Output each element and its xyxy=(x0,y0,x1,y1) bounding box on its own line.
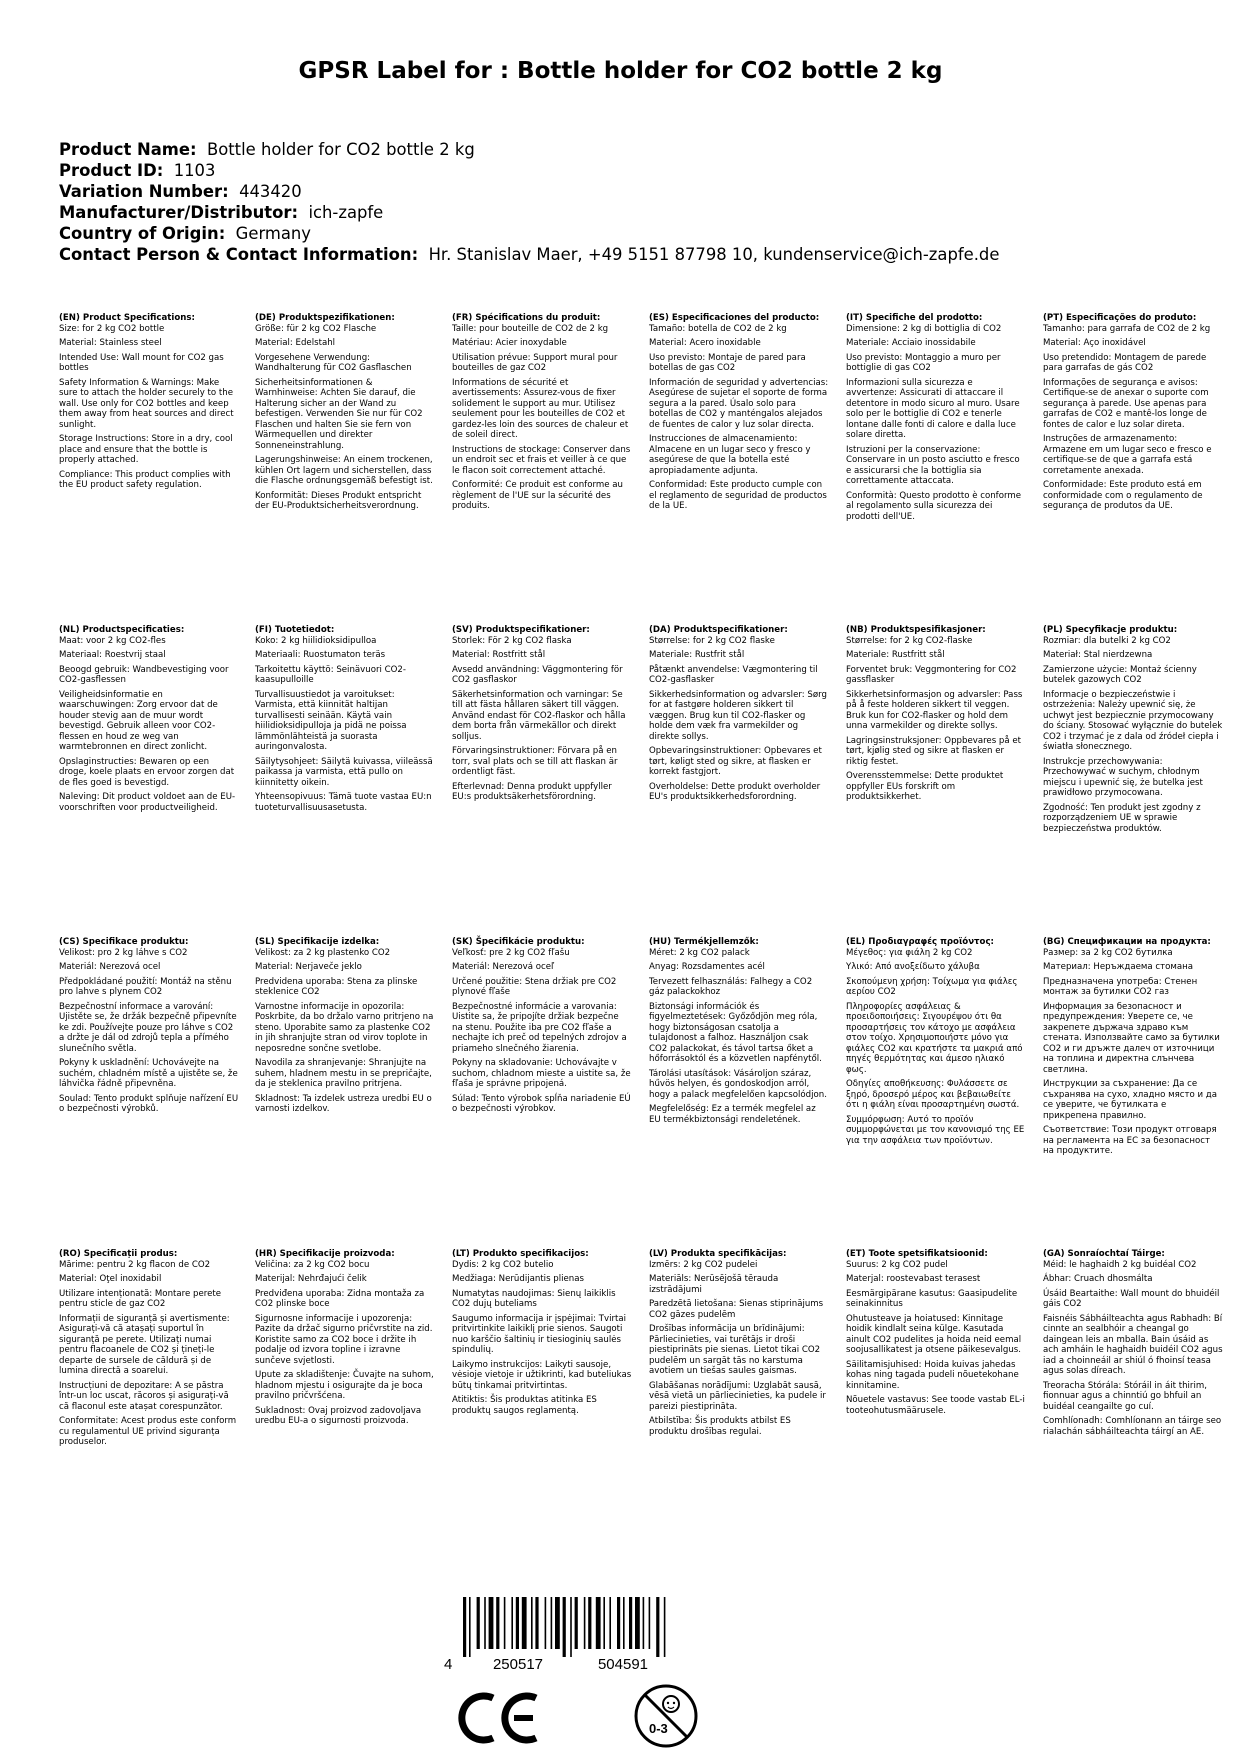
barcode-bar xyxy=(516,1597,519,1649)
spec-paragraph: Conformità: Questo prodotto è conforme al regolamento sulla sicurezza dei prodotti dell'UE. xyxy=(846,490,1021,522)
spec-heading: (ET) Toote spetsifikatsioonid: xyxy=(846,1249,988,1259)
spec-section xyxy=(452,1249,632,1420)
spec-paragraph: Naleving: Dit product voldoet aan de EU-voorschriften voor productveiligheid. xyxy=(59,792,236,813)
spec-paragraph: Πληροφορίες ασφάλειας & προειδοποιήσεις: Σιγουρέψου ότι θα προσαρτήσεις τον κάτοχο με ασφάλεια στον τοίχο. Χρησιμοποιήστε μόνο για φιάλες CO2 και κρατήστε τα μακριά από πηγές θερμότητας και άμεσο ηλιακό φως. xyxy=(846,1001,1023,1075)
spec-section xyxy=(649,1249,829,1441)
barcode-bar xyxy=(649,1597,651,1649)
spec-paragraph: Uso previsto: Montaggio a muro per bottiglie di gas CO2 xyxy=(846,352,1001,373)
spec-paragraph: Lagringsinstruksjoner: Oppbevares på et tørt, kjølig sted og sikre at flasken er riktig festet. xyxy=(846,735,1022,767)
spec-paragraph: Beoogd gebruik: Wandbevestiging voor CO2-gasflessen xyxy=(59,664,229,685)
spec-paragraph: Uso pretendido: Montagem de parede para garrafas de gás CO2 xyxy=(1043,352,1207,373)
spec-paragraph: Rozmiar: dla butelki 2 kg CO2 xyxy=(1043,635,1171,646)
spec-paragraph: Suurus: 2 kg CO2 pudel xyxy=(846,1259,948,1270)
spec-paragraph: Предназначена употреба: Стенен монтаж за бутилки CO2 газ xyxy=(1043,976,1198,997)
spec-paragraph: Forventet bruk: Veggmontering for CO2 gassflasker xyxy=(846,664,1017,685)
info-row-contact xyxy=(59,244,1209,265)
spec-heading: (HR) Specifikacije proizvoda: xyxy=(255,1249,395,1259)
spec-paragraph: Pokyny k uskladnění: Uchovávejte na suchém, chladném místě a ujistěte se, že láhvička řádně připevněna. xyxy=(59,1058,238,1089)
barcode-bar xyxy=(463,1597,466,1657)
spec-paragraph: Materijal: Nehrđajući čelik xyxy=(255,1274,367,1284)
info-label: Product ID: xyxy=(59,161,164,180)
spec-paragraph: Instructions de stockage: Conserver dans un endroit sec et frais et veiller à ce que le flacon soit correctement attaché. xyxy=(452,444,631,476)
spec-paragraph: Utilisation prévue: Support mural pour bouteilles de gaz CO2 xyxy=(452,352,618,373)
spec-paragraph: Zgodność: Ten produkt jest zgodny z rozporządzeniem UE w sprawie bezpieczeństwa produktów. xyxy=(1043,802,1201,834)
spec-paragraph: Saugumo informacija ir įspėjimai: Tvirtai pritvirtinkite laikiklį prie sienos. Saugoti nuo karščio šaltinių ir tiesioginių saulės spindulių. xyxy=(452,1313,627,1355)
spec-paragraph: Conformidad: Este producto cumple con el reglamento de seguridad de productos de la UE. xyxy=(649,480,827,511)
spec-paragraph: Instrukcje przechowywania: Przechowywać w suchym, chłodnym miejscu i upewnić się, że butelka jest prawidłowo przymocowana. xyxy=(1043,756,1203,798)
spec-heading: (GA) Sonraíochtaí Táirge: xyxy=(1043,1249,1165,1259)
barcode-bar xyxy=(643,1597,645,1649)
info-value: 443420 xyxy=(239,182,302,201)
spec-paragraph: Predvidena uporaba: Stena za plinske steklenice CO2 xyxy=(255,976,418,997)
spec-paragraph: Material: Stainless steel xyxy=(59,338,162,348)
info-value: Germany xyxy=(235,224,312,243)
spec-paragraph: Sikkerhedsinformation og advarsler: Sørg for at fastgøre holderen sikkert til væggen. Brug kun til CO2-flasker og holde dem væk fra varmekilder og direkte sollys. xyxy=(649,689,827,742)
spec-paragraph: Overensstemmelse: Dette produktet oppfyller EUs forskrift om produktsikkerhet. xyxy=(846,771,1004,802)
spec-section xyxy=(649,625,829,807)
barcode-bar xyxy=(563,1597,566,1657)
barcode-digits-right: 504591 xyxy=(597,1656,649,1673)
spec-heading: (ES) Especificaciones del producto: xyxy=(649,313,820,323)
spec-paragraph: Opslaginstructies: Bewaren op een droge, koele plaats en ervoor zorgen dat de fles goed is bevestigd. xyxy=(59,756,235,788)
barcode-bar xyxy=(469,1597,471,1657)
info-value: Bottle holder for CO2 bottle 2 kg xyxy=(206,140,475,159)
spec-paragraph: Izmērs: 2 kg CO2 pudelei xyxy=(649,1259,758,1270)
spec-paragraph: Conformidade: Este produto está em conformidade com o regulamento de segurança de produtos da UE. xyxy=(1043,480,1203,511)
spec-paragraph: Soulad: Tento produkt splňuje nařízení EU o bezpečnosti výrobků. xyxy=(59,1093,239,1114)
spec-paragraph: Storlek: För 2 kg CO2 flaska xyxy=(452,635,572,646)
barcode-bar xyxy=(477,1597,480,1649)
spec-section xyxy=(1043,1249,1223,1441)
barcode-bar xyxy=(489,1597,494,1649)
barcode-bar xyxy=(575,1597,578,1649)
spec-paragraph: Veiligheidsinformatie en waarschuwingen: Zorg ervoor dat de houder stevig aan de muur wordt bevestigd. Gebruik alleen voor CO2-flessen en houd ze weg van warmtebronnen en direct zonlicht. xyxy=(59,689,218,752)
spec-paragraph: Инструкции за съхранение: Да се съхранява на сухо, хладно място и да се уверите, че бутилката е прикрепена правилно. xyxy=(1043,1079,1217,1121)
spec-paragraph: Sigurnosne informacije i upozorenja: Pazite da držač sigurno pričvrstite na zid. Koristite samo za CO2 boce i držite ih podalje od izvora topline i izravne sunčeve svjetlosti. xyxy=(255,1313,433,1366)
spec-paragraph: Sukladnost: Ovaj proizvod zadovoljava uredbu EU-a o sigurnosti proizvoda. xyxy=(255,1405,422,1426)
spec-heading: (SV) Produktspecifikationer: xyxy=(452,625,590,635)
spec-paragraph: Οδηγίες αποθήκευσης: Φυλάσσετε σε ξηρό, δροσερό μέρος και βεβαιωθείτε ότι η φιάλη είναι προσαρτημένη σωστά. xyxy=(846,1079,1020,1110)
spec-paragraph: Conformitate: Acest produs este conform cu regulamentul UE privind siguranța produselor. xyxy=(59,1416,237,1447)
spec-paragraph: Material: Rostfritt stål xyxy=(452,650,546,660)
spec-heading: (SL) Specifikacije izdelka: xyxy=(255,937,380,947)
spec-paragraph: Drošības informācija un brīdinājumi: Pārliecinieties, vai turētājs ir droši piestiprināts pie sienas. Lietot tikai CO2 pudelēm un sargāt tās no karstuma avotiem un tiešas saules gaismas. xyxy=(649,1324,821,1376)
barcode-bar xyxy=(535,1597,538,1649)
spec-paragraph: Materiale: Rustfrit stål xyxy=(649,650,745,660)
spec-paragraph: Size: for 2 kg CO2 bottle xyxy=(59,323,165,334)
spec-paragraph: Materiaali: Ruostumaton teräs xyxy=(255,650,386,660)
info-value: ich-zapfe xyxy=(308,203,384,222)
spec-paragraph: Predviđena uporaba: Zidna montaža za CO2 plinske boce xyxy=(255,1288,425,1309)
barcode-bar xyxy=(596,1597,601,1649)
spec-paragraph: Instrucțiuni de depozitare: A se păstra într-un loc uscat, răcoros și asigurați-vă că flaconul este atașat corespunzător. xyxy=(59,1380,229,1412)
spec-section xyxy=(255,313,435,516)
spec-heading: (IT) Specifiche del prodotto: xyxy=(846,313,983,323)
spec-heading: (LT) Produkto specifikacijos: xyxy=(452,1249,589,1259)
spec-paragraph: Atitiktis: Šis produktas atitinka ES produktų saugos reglamentą. xyxy=(452,1395,597,1416)
info-value: Hr. Stanislav Maer, +49 5151 87798 10, kundenservice@ich-zapfe.de xyxy=(428,245,1000,264)
spec-heading: (BG) Спецификации на продукта: xyxy=(1043,937,1211,947)
spec-paragraph: Συμμόρφωση: Αυτό το προϊόν συμμορφώνεται με τον κανονισμό της ΕΕ για την ασφάλεια των προϊόντων. xyxy=(846,1114,1025,1146)
info-label: Product Name: xyxy=(59,140,197,159)
spec-paragraph: Ohutusteave ja hoiatused: Kinnitage hoidik kindlalt seina külge. Kasutada ainult CO2 pudelites ja hoida neid eemal soojusallikatest ja otsene päikesevalgus. xyxy=(846,1313,1022,1355)
spec-paragraph: Treoracha Stórála: Stóráil in áit thirim, fionnuar agus a chinntiú go bhfuil an buidéal ceangailte go cuí. xyxy=(1043,1380,1207,1412)
barcode-bar xyxy=(545,1597,547,1649)
spec-paragraph: Intended Use: Wall mount for CO2 gas bottles xyxy=(59,352,224,373)
spec-paragraph: Material: Acero inoxidable xyxy=(649,338,761,348)
spec-paragraph: Méret: 2 kg CO2 palack xyxy=(649,947,750,958)
barcode-bar xyxy=(656,1597,659,1657)
spec-paragraph: Σκοπούμενη χρήση: Τοίχωμα για φιάλες αερίου CO2 xyxy=(846,976,1018,997)
spec-paragraph: Instrucciones de almacenamiento: Almacene en un lugar seco y fresco y asegúrese de que la botella esté apropiadamente adjunta. xyxy=(649,434,811,476)
spec-paragraph: Velikost: za 2 kg plastenko CO2 xyxy=(255,947,391,958)
spec-paragraph: Materiale: Rustfritt stål xyxy=(846,650,945,660)
spec-paragraph: Tamaño: botella de CO2 de 2 kg xyxy=(649,323,787,334)
info-label: Manufacturer/Distributor: xyxy=(59,203,299,222)
spec-paragraph: Tamanho: para garrafa de CO2 de 2 kg xyxy=(1043,323,1211,334)
spec-paragraph: Matériau: Acier inoxydable xyxy=(452,338,567,348)
spec-paragraph: Säilytysohjeet: Säilytä kuivassa, viileässä paikassa ja varmista, että pullo on kiinnitetty oikein. xyxy=(255,756,433,788)
info-label: Contact Person & Contact Information: xyxy=(59,245,419,264)
product-info xyxy=(59,139,1209,265)
spec-paragraph: Súlad: Tento výrobok spĺňa nariadenie EÚ o bezpečnosti výrobkov. xyxy=(452,1093,631,1114)
spec-heading: (NB) Produktspesifikasjoner: xyxy=(846,625,986,635)
barcode-bar xyxy=(511,1597,513,1649)
spec-paragraph: Tarkoitettu käyttö: Seinävuori CO2-kaasupulloille xyxy=(255,664,406,685)
spec-heading: (LV) Produkta specifikācijas: xyxy=(649,1249,787,1259)
spec-section xyxy=(255,625,435,817)
barcode-bar xyxy=(635,1597,640,1649)
barcode-bar xyxy=(504,1597,506,1649)
spec-paragraph: Bezpečnostní informace a varování: Ujistěte se, že držák bezpečně připevníte ke zdi. Používejte pouze pro láhve s CO2 a držte je dál od zdrojů tepla a přímého slunečního světla. xyxy=(59,1001,237,1054)
spec-paragraph: Comhlíonadh: Comhlíonann an táirge seo rialachán sábháilteachta táirgí an AE. xyxy=(1043,1416,1222,1437)
barcode-bar xyxy=(629,1597,632,1649)
spec-paragraph: Tárolási utasítások: Vásároljon száraz, hűvös helyen, és gondoskodjon arról, hogy a palack megfelelően kapcsolódjon. xyxy=(649,1068,827,1100)
spec-heading: (RO) Specificații produs: xyxy=(59,1249,178,1259)
spec-paragraph: Lagerungshinweise: An einem trockenen, kühlen Ort lagern und sicherstellen, dass die Flasche ordnungsgemäß befestigt ist. xyxy=(255,455,433,486)
spec-heading: (DA) Produktspecifikationer: xyxy=(649,625,788,635)
spec-paragraph: Informacje o bezpieczeństwie i ostrzeżenia: Należy upewnić się, że uchwyt jest bezpiecznie przymocowany do ściany. Stosować wyłącznie do butelek CO2 i trzymać je z dala od źródeł ciepła i światła słonecznego. xyxy=(1043,689,1223,752)
spec-section xyxy=(846,937,1026,1150)
spec-paragraph: Turvallisuustiedot ja varoitukset: Varmista, että kiinnität haltijan turvallisesti seinään. Käytä vain hiilidioksidipulloja ja pidä ne poissa lämmönlähteistä ja suorasta auringonvalosta. xyxy=(255,689,407,752)
spec-paragraph: Určené použitie: Stena držiak pre CO2 plynové fľaše xyxy=(452,976,617,997)
spec-paragraph: Förvaringsinstruktioner: Förvara på en torr, sval plats och se till att flaskan är ordentligt fäst. xyxy=(452,746,618,777)
barcode-bar xyxy=(555,1597,560,1649)
spec-paragraph: Atbilstība: Šis produkts atbilst ES produktu drošības regulai. xyxy=(649,1416,791,1437)
spec-section xyxy=(59,1249,239,1452)
spec-paragraph: Conformité: Ce produit est conforme au règlement de l'UE sur la sécurité des produits. xyxy=(452,480,623,511)
spec-paragraph: Información de seguridad y advertencias: Asegúrese de sujetar el soporte de forma segura a la pared. Úsalo solo para botellas de CO2 y manténgalos alejados de fuentes de calor y luz solar directa. xyxy=(649,377,829,430)
barcode-graphic xyxy=(441,1595,741,1675)
spec-section xyxy=(255,937,435,1119)
barcode-bar xyxy=(496,1597,499,1649)
spec-paragraph: Avsedd användning: Väggmontering för CO2 gasflaskor xyxy=(452,664,623,685)
spec-paragraph: Velikost: pro 2 kg láhve s CO2 xyxy=(59,947,188,958)
spec-paragraph: Dydis: 2 kg CO2 butelio xyxy=(452,1259,554,1270)
barcode-bar xyxy=(531,1597,533,1649)
spec-section xyxy=(452,937,632,1119)
spec-paragraph: Sicherheitsinformationen & Warnhinweise: Achten Sie darauf, die Halterung sicher an der Wand zu befestigen. Verwenden Sie nur für CO2 Flaschen und halten Sie sie fern von Wärmequellen und direkter Sonneneinstrahlung. xyxy=(255,377,423,451)
spec-paragraph: Megfelelőség: Ez a termék megfelel az EU termékbiztonsági rendeletének. xyxy=(649,1104,816,1125)
spec-section xyxy=(649,313,829,516)
info-row-manufacturer xyxy=(59,202,1209,223)
barcode-bar xyxy=(617,1597,620,1649)
barcode-bar xyxy=(664,1597,666,1657)
spec-heading: (HU) Termékjellemzők: xyxy=(649,937,759,947)
age-warning-text: 0-3 xyxy=(649,1721,668,1736)
info-row-product-id xyxy=(59,160,1209,181)
spec-paragraph: Materiał: Stal nierdzewna xyxy=(1043,650,1153,660)
spec-paragraph: Istruzioni per la conservazione: Conservare in un posto asciutto e fresco e assicurarsi che la bottiglia sia correttamente attaccata. xyxy=(846,444,1020,486)
spec-paragraph: Materiál: Nerezová oceľ xyxy=(452,962,555,972)
spec-heading: (CS) Specifikace produktu: xyxy=(59,937,189,947)
spec-paragraph: Maat: voor 2 kg CO2-fles xyxy=(59,635,166,646)
info-value: 1103 xyxy=(173,161,216,180)
spec-section xyxy=(452,625,632,807)
spec-paragraph: Υλικό: Από ανοξείδωτο χάλυβα xyxy=(846,962,980,972)
spec-paragraph: Материал: Неръждаема стомана xyxy=(1043,962,1194,972)
spec-section xyxy=(1043,937,1223,1161)
spec-paragraph: Informazioni sulla sicurezza e avvertenze: Assicurati di attaccare il detentore in modo sicuro al muro. Usare solo per le bottiglie di CO2 e tenerle lontane dalle fonti di calore e dalla luce solare diretta. xyxy=(846,377,1020,440)
spec-paragraph: Veličina: za 2 kg CO2 bocu xyxy=(255,1259,370,1270)
spec-paragraph: Materiāls: Nerūsējošā tērauda izstrādājumi xyxy=(649,1274,779,1295)
spec-paragraph: Dimensione: 2 kg di bottiglia di CO2 xyxy=(846,323,1002,334)
ce-mark-icon xyxy=(453,1688,543,1748)
spec-paragraph: Laikymo instrukcijos: Laikyti sausoje, vėsioje vietoje ir užtikrinti, kad buteliukas būtų tinkamai pritvirtintas. xyxy=(452,1359,632,1391)
spec-paragraph: Съответствие: Този продукт отговаря на регламента на ЕС за безопасност на продуктите. xyxy=(1043,1125,1217,1156)
spec-heading: (SK) Špecifikácie produktu: xyxy=(452,937,585,947)
spec-section xyxy=(649,937,829,1129)
spec-section xyxy=(846,313,1026,526)
spec-paragraph: Méid: le haghaidh 2 kg buidéal CO2 xyxy=(1043,1259,1197,1270)
spec-paragraph: Materiale: Acciaio inossidabile xyxy=(846,338,976,348)
spec-heading: (EN) Product Specifications: xyxy=(59,313,195,323)
info-row-country xyxy=(59,223,1209,244)
spec-heading: (FR) Spécifications du produit: xyxy=(452,313,601,323)
spec-paragraph: Upute za skladištenje: Čuvajte na suhom, hladnom mjestu i osigurajte da je boca pravilno pričvršćena. xyxy=(255,1370,434,1401)
barcode-bar xyxy=(484,1597,486,1649)
spec-paragraph: Μέγεθος: για φιάλη 2 kg CO2 xyxy=(846,947,973,958)
spec-paragraph: Material: Aço inoxidável xyxy=(1043,338,1146,348)
spec-paragraph: Overholdelse: Dette produkt overholder EU's produktsikkerhedsforordning. xyxy=(649,781,821,802)
info-row-variation-number xyxy=(59,181,1209,202)
spec-section xyxy=(1043,313,1223,516)
spec-paragraph: Nõuetele vastavus: See toode vastab EL-i tooteohutusmäärusele. xyxy=(846,1395,1025,1416)
spec-paragraph: Pokyny na skladovanie: Uchovávajte v suchom, chladnom mieste a uistite sa, že fľaša je správne pripojená. xyxy=(452,1058,631,1089)
ean-barcode xyxy=(441,1595,741,1675)
info-label: Country of Origin: xyxy=(59,224,226,243)
spec-paragraph: Säkerhetsinformation och varningar: Se till att fästa hållaren säkert till väggen. Använd endast för CO2-flaskor och hålla dem borta från värmekällor och direkt solljus. xyxy=(452,689,626,742)
spec-section xyxy=(59,937,239,1119)
spec-paragraph: Veľkosť: pre 2 kg CO2 fľašu xyxy=(452,947,570,958)
barcode-digit-first: 4 xyxy=(444,1656,453,1673)
spec-paragraph: Safety Information & Warnings: Make sure to attach the holder securely to the wall. Use only for CO2 bottles and keep them away from heat sources and direct sunlight. xyxy=(59,377,234,430)
barcode-bar xyxy=(551,1597,553,1649)
spec-heading: (PL) Specyfikacje produktu: xyxy=(1043,625,1178,635)
spec-paragraph: Påtænkt anvendelse: Vægmontering til CO2-gasflasker xyxy=(649,664,818,685)
spec-paragraph: Anyag: Rozsdamentes acél xyxy=(649,962,765,972)
spec-paragraph: Informações de segurança e avisos: Certifique-se de anexar o suporte com segurança à parede. Use apenas para garrafas de CO2 e mantê-los longe de fontes de calor e luz solar direta. xyxy=(1043,377,1209,430)
spec-paragraph: Ábhar: Cruach dhosmálta xyxy=(1043,1274,1153,1284)
spec-paragraph: Material: Oţel inoxidabil xyxy=(59,1274,162,1284)
spec-paragraph: Materiaal: Roestvrij staal xyxy=(59,650,166,660)
age-warning-icon xyxy=(633,1683,699,1749)
spec-paragraph: Material: Edelstahl xyxy=(255,338,336,348)
spec-heading: (PT) Especificações do produto: xyxy=(1043,313,1197,323)
spec-paragraph: Bezpečnostné informácie a varovania: Uistite sa, že pripojíte držiak bezpečne na stenu. Použite iba pre CO2 fľaše a nechajte ich preč od tepelných zdrojov a priameho slnečného žiarenia. xyxy=(452,1001,627,1054)
spec-section xyxy=(59,313,239,495)
spec-section xyxy=(59,625,239,817)
spec-section xyxy=(1043,625,1223,838)
spec-paragraph: Předpokládané použití: Montáž na stěnu pro lahve s plynem CO2 xyxy=(59,976,232,997)
barcode-digits-left: 250517 xyxy=(492,1656,544,1673)
spec-paragraph: Zamierzone użycie: Montaż ścienny butelek gazowych CO2 xyxy=(1043,664,1197,685)
spec-section xyxy=(846,625,1026,807)
spec-paragraph: Biztonsági információk és figyelmeztetések: Győződjön meg róla, hogy biztonságosan csatolja a tulajdonost a falhoz. Használjon csak CO2 palackokat, és távol tartsa őket a hőforrásoktól és a közvetlen napfénytől. xyxy=(649,1001,822,1064)
spec-paragraph: Efterlevnad: Denna produkt uppfyller EU:s produktsäkerhetsförordning. xyxy=(452,781,612,802)
spec-paragraph: Größe: für 2 kg CO2 Flasche xyxy=(255,323,377,334)
spec-paragraph: Storage Instructions: Store in a dry, cool place and ensure that the bottle is properly attached. xyxy=(59,434,233,465)
barcode-bar xyxy=(609,1597,611,1649)
info-label: Variation Number: xyxy=(59,182,229,201)
spec-heading: (NL) Productspecificaties: xyxy=(59,625,185,635)
spec-paragraph: Vorgesehene Verwendung: Wandhalterung für CO2 Gasflaschen xyxy=(255,352,412,373)
spec-section xyxy=(452,313,632,516)
barcode-bar xyxy=(603,1597,605,1649)
spec-paragraph: Materiál: Nerezová ocel xyxy=(59,962,161,972)
spec-paragraph: Paredzētā lietošana: Sienas stiprinājums CO2 gāzes pudelēm xyxy=(649,1299,824,1320)
spec-paragraph: Material: Nerjaveče jeklo xyxy=(255,962,362,972)
barcode-bar xyxy=(588,1597,591,1649)
spec-paragraph: Informații de siguranță și avertismente: Asigurați-vă că atașați suportul în siguranță pe perete. Utilizați numai pentru flacoanele de CO2 și țineți-le departe de sursele de căldură și de lumina directă a soarelui. xyxy=(59,1313,230,1376)
page-title: GPSR Label for : Bottle holder for CO2 bottle 2 kg xyxy=(298,58,943,84)
spec-paragraph: Compliance: This product complies with the EU product safety regulation. xyxy=(59,469,231,490)
spec-paragraph: Medžiaga: Nerūdijantis plienas xyxy=(452,1274,584,1284)
spec-paragraph: Utilizare intenționată: Montare perete pentru sticle de gaz CO2 xyxy=(59,1288,222,1309)
spec-heading: (DE) Produktspezifikationen: xyxy=(255,313,395,323)
spec-paragraph: Uso previsto: Montaje de pared para botellas de gas CO2 xyxy=(649,352,806,373)
info-row-product-name xyxy=(59,139,1209,160)
spec-paragraph: Eesmärgipärane kasutus: Gaasipudelite seinakinnitus xyxy=(846,1288,1018,1309)
spec-paragraph: Koko: 2 kg hiilidioksidipulloa xyxy=(255,635,377,646)
spec-heading: (FI) Tuotetiedot: xyxy=(255,625,335,635)
spec-paragraph: Konformität: Dieses Produkt entspricht der EU-Produktsicherheitsverordnung. xyxy=(255,490,422,511)
barcode-bar xyxy=(623,1597,625,1649)
spec-heading: (EL) Προδιαγραφές προϊόντος: xyxy=(846,937,994,947)
spec-paragraph: Yhteensopivuus: Tämä tuote vastaa EU:n tuoteturvallisuusasetusta. xyxy=(255,792,432,813)
spec-paragraph: Størrelse: for 2 kg CO2-flaske xyxy=(846,635,973,646)
spec-paragraph: Navodila za shranjevanje: Shranjujte na suhem, hladnem mestu in se prepričajte, da je steklenica pravilno pritrjena. xyxy=(255,1058,432,1089)
spec-paragraph: Tervezett felhasználás: Falhegy a CO2 gáz palackokhoz xyxy=(649,976,813,997)
spec-section xyxy=(846,1249,1026,1420)
spec-paragraph: Sikkerhetsinformasjon og advarsler: Pass på å feste holderen sikkert til veggen. Bruk kun for CO2-flasker og hold dem unna varmekilder og direkte sollys. xyxy=(846,689,1023,731)
spec-paragraph: Varnostne informacije in opozorila: Poskrbite, da bo držalo varno pritrjeno na steno. Uporabite samo za plastenke CO2 in jih shranjujte stran od virov toplote in neposredne sončne svetlobe. xyxy=(255,1001,434,1054)
spec-paragraph: Instruções de armazenamento: Armazene em um lugar seco e fresco e certifique-se de que a garrafa está corretamente anexada. xyxy=(1043,434,1212,476)
spec-paragraph: Materjal: roostevabast terasest xyxy=(846,1274,981,1284)
spec-paragraph: Skladnost: Ta izdelek ustreza uredbi EU o varnosti izdelkov. xyxy=(255,1093,432,1114)
spec-section xyxy=(255,1249,435,1431)
spec-paragraph: Информация за безопасност и предупреждения: Уверете се, че закрепете държача здраво към стената. Използвайте само за бутилки CO2 и ги дръжте далеч от източници на топлина и директна слънчева светлина. xyxy=(1043,1001,1220,1075)
spec-paragraph: Størrelse: for 2 kg CO2 flaske xyxy=(649,635,775,646)
spec-paragraph: Mărime: pentru 2 kg flacon de CO2 xyxy=(59,1259,211,1270)
barcode-bar xyxy=(570,1597,572,1657)
spec-paragraph: Numatytas naudojimas: Sienų laikiklis CO2 dujų buteliams xyxy=(452,1288,616,1309)
spec-paragraph: Taille: pour bouteille de CO2 de 2 kg xyxy=(452,323,609,334)
barcode-bar xyxy=(584,1597,586,1649)
spec-paragraph: Glabāšanas norādījumi: Uzglabāt sausā, vēsā vietā un pārliecinieties, ka pudele ir pareizi piestiprināta. xyxy=(649,1380,826,1412)
spec-paragraph: Размер: за 2 kg CO2 бутилка xyxy=(1043,947,1173,958)
spec-paragraph: Opbevaringsinstruktioner: Opbevares et tørt, køligt sted og sikre, at flasken er korrekt fastgjort. xyxy=(649,746,822,777)
barcode-bar xyxy=(522,1597,527,1649)
spec-paragraph: Úsáid Beartaithe: Wall mount do bhuidéil gáis CO2 xyxy=(1043,1288,1220,1309)
spec-paragraph: Informations de sécurité et avertissements: Assurez-vous de fixer solidement le support au mur. Utilisez seulement pour les bouteilles de CO2 et gardez-les loin des sources de chaleur et de soleil direct. xyxy=(452,377,629,440)
spec-paragraph: Säilitamisjuhised: Hoida kuivas jahedas kohas ning tagada pudeli nõuetekohane kinnitamine. xyxy=(846,1359,1019,1391)
spec-paragraph: Faisnéis Sábháilteachta agus Rabhadh: Bí cinnte an sealbhóir a cheangal go daingean leis an mballa. Bain úsáid as ach amháin le haghaidh buidéil CO2 agus iad a choinneáil ar shiúl ó fhoinsí teasa agus solas díreach. xyxy=(1043,1313,1223,1376)
